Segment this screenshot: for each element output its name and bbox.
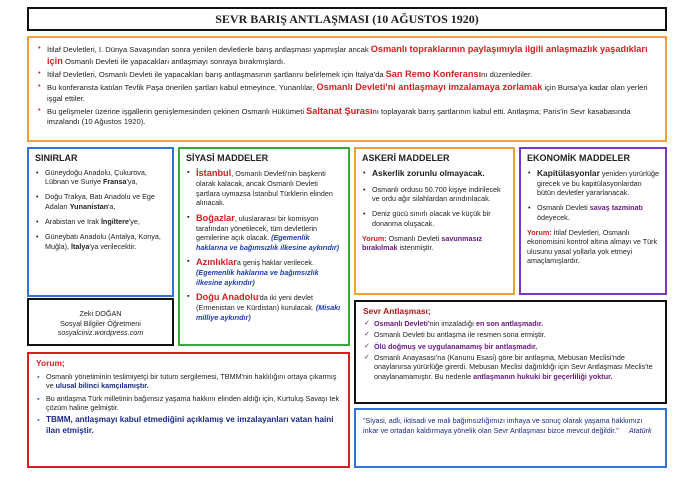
list-item: • Bu konferansta katılan Tevfik Paşa önerilen şartları kabul etmeyince, Yunanlılar, Osmanlı Devleti'ni antlaşmayı imzalamaya zorlamak için Bursa'ya kadar olan yerleri işgal ettiler.: [47, 81, 657, 103]
list-item: ▪ Bu antlaşma Türk milletinin bağımsız yaşama hakkını elinden aldığı için, Kurtuluş Savaşı tek çözüm haline gelmiştir.: [46, 394, 341, 413]
sevr-list: [363, 319, 658, 381]
borders-list: [35, 168, 166, 252]
list-item: ▪ Azınlıklara geniş haklar verilecek. (Egemenlik haklarına ve bağımsızlık ilkesine aykırıdır): [196, 256, 342, 287]
list-item: • Kapitülasyonlar yeniden yürürlüğe girecek ve bu kapitülasyonlardan bütün devletler yararlanacak.: [537, 168, 659, 198]
list-item: • Osmanlı ordusu 50.700 kişiye indirilecek ve ordu ağır silahlardan arındırılacak.: [372, 185, 507, 204]
list-item: ▪ Osmanlı yönetiminin teslimiyetçi bir tutum sergilemesi, TBMM'nin haklılığını ortaya çıkarmış ve ulusal bilinci kamçılamıştır.: [46, 372, 341, 391]
list-item: ▪ TBMM, antlaşmayı kabul etmediğini açıklamış ve imzalayanları vatan haini ilan etmiştir.: [46, 415, 341, 436]
list-item: • Güneydoğu Anadolu, Çukurova, Lübnan ve Suriye Fransa'ya,: [45, 168, 166, 187]
list-item: • Arabistan ve Irak İngiltere'ye,: [45, 217, 166, 226]
economic-list: [527, 168, 659, 222]
page-title: [27, 7, 667, 31]
list-item: • Deniz gücü sınırlı olacak ve küçük bir donanma oluşacak.: [372, 209, 507, 228]
comment-list: [36, 372, 341, 437]
list-item: ✓ Osmanlı Devleti bu antlaşma ile resmen sona ermiştir.: [374, 330, 658, 339]
economic-header: EKONOMİK MADDELER: [527, 153, 630, 163]
list-item: • İtilaf Devletleri, Osmanlı Devleti ile yapacakları barış antlaşmasının şartlarını belirlemek için İtalya'da San Remo Konferansını düzenlediler.: [47, 68, 657, 80]
list-item: • Güneybatı Anadolu (Antalya, Konya, Muğla), İtalya'ya verilecektir.: [45, 232, 166, 251]
list-item: • Osmanlı Devleti savaş tazminatı ödeyecek.: [537, 203, 659, 222]
political-header: SİYASİ MADDELER: [186, 153, 269, 163]
list-item: ▪ İstanbul, Osmanlı Devleti'nin başkenti olarak kalacak, ancak Osmanlı Devleti şartlara uymazsa İstanbul Türklerin elinden alınacak.: [196, 167, 342, 208]
military-box: [354, 147, 515, 295]
borders-header: SINIRLAR: [35, 153, 78, 163]
intro-list: [37, 43, 657, 127]
list-item: ✓ Osmanlı Devleti'nin imzaladığı en son antlaşmadır.: [374, 319, 658, 328]
list-item: • Bu gelişmeler üzerine işgallerin genişlemesinden çekinen Osmanlı Hükümeti Saltanat Şurasını toplayarak barış şartlarının kabul etti. Antlaşma; Paris'in Sevr kasabasında imzalandı (10 Ağustos 1920).: [47, 105, 657, 127]
sevr-summary-box: [354, 300, 667, 404]
comment-header: Yorum;: [36, 358, 65, 368]
author-role: Sosyal Bilgiler Öğretmeni: [60, 318, 141, 328]
title-text: SEVR BARIŞ ANTLAŞMASI (10 AĞUSTOS 1920): [215, 12, 479, 26]
list-item: ✓ Ölü doğmuş ve uygulanamamış bir antlaşmadır.: [374, 342, 658, 351]
author-box: [27, 298, 174, 346]
quote-author: Atatürk: [628, 425, 652, 435]
quote-box: [354, 408, 667, 468]
quote-text: "Siyasi, adli, iktisadi ve mali bağımsızlığımızı imhaya ve sonuç olarak yaşama hakkımızı inkar ve ortadan kaldırmaya yönelik olan Sevr Antlaşması bizce mevcut değildir.": [363, 416, 643, 435]
list-item: ▪ Doğu Anadolu'da iki yeni devlet (Ermenistan ve Kürdistan) kurulacak. (Misakı milliye aykırıdır): [196, 291, 342, 322]
list-item: ✓ Osmanlı Anayasası'na (Kanunu Esasi) göre bir antlaşma, Mebusan Meclisi'nde onaylanırsa yürürlüğe girerdi. Mebusan Meclisi dağıtıldığı için Sevr Antlaşması Meclis'te onaylanamamıştır. Bu nedenle antlaşmanın hukuki bir geçerliliği yoktur.: [374, 353, 658, 381]
author-name: Zeki DOĞAN: [79, 309, 122, 318]
military-header: ASKERİ MADDELER: [362, 153, 450, 163]
list-item: • Doğu Trakya, Batı Anadolu ve Ege Adaları Yunanistan'a,: [45, 192, 166, 211]
economic-comment: Yorum: İtilaf Devletleri, Osmanlı ekonomisini kontrol altına almayı ve Türk ulusunu yasal yollarla yok etmeyi amaçlamışlardır.: [527, 228, 658, 266]
political-box: [178, 147, 350, 346]
political-list: [186, 167, 342, 323]
list-item: ▪ Boğazlar, uluslararası bir komisyon tarafından yönetilecek, tüm devletlerin gemilerine açık olacak. (Egemenlik haklarına ve bağımsızlık ilkesine aykırıdır): [196, 212, 342, 253]
economic-box: [519, 147, 667, 295]
list-item: • Askerlik zorunlu olmayacak.: [372, 168, 507, 179]
author-site: sosyalciniz.wordpress.com: [57, 328, 144, 338]
sevr-header: Sevr Antlaşması;: [363, 306, 431, 316]
military-comment: Yorum: Osmanlı Devleti savunmasız bırakılmak istenmiştir.: [362, 234, 483, 253]
borders-box: [27, 147, 174, 297]
list-item: • İtilaf Devletleri, I. Dünya Savaşından sonra yenilen devletlerle barış antlaşması yapmışlar ancak Osmanlı topraklarının paylaşımıyla ilgili anlaşmazlık yaşadıkları için Osmanlı Devleti ile yapacakları antlaşmayı sonraya bırakmışlardı.: [47, 43, 657, 67]
comment-box: [27, 352, 350, 468]
intro-box: [27, 36, 667, 142]
military-list: [362, 168, 507, 228]
